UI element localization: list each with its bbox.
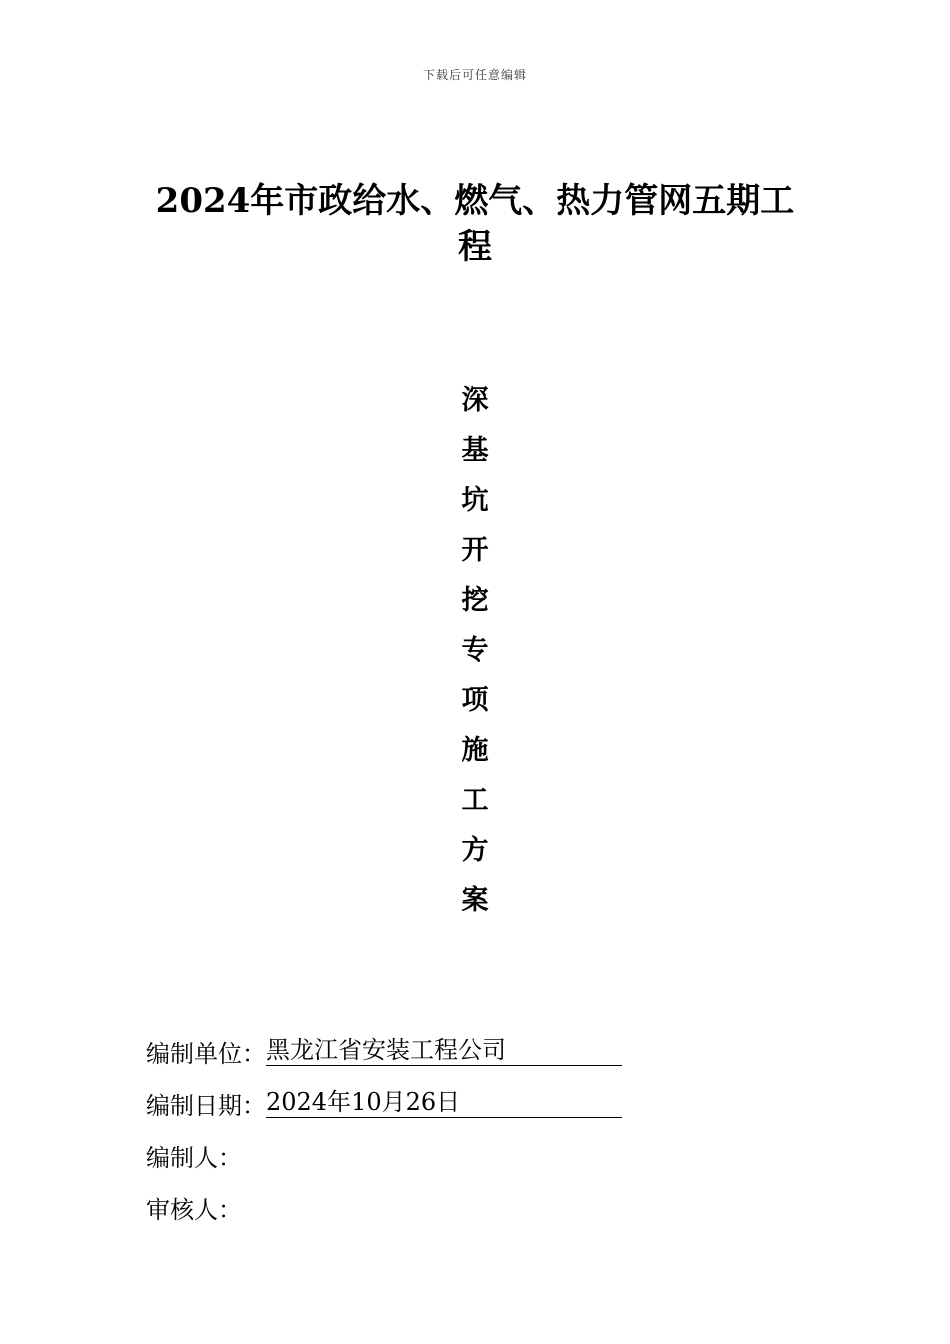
page-header-note: 下载后可任意编辑 — [422, 68, 527, 82]
subtitle-char: 案 — [461, 885, 489, 916]
subtitle-char: 专 — [461, 635, 489, 666]
unit-value: 黑龙江省安装工程公司 — [266, 1035, 622, 1066]
info-row-author — [146, 1128, 646, 1180]
document-subtitle-vertical — [445, 376, 505, 926]
subtitle-char: 深 — [461, 385, 489, 416]
subtitle-char: 坑 — [461, 485, 489, 516]
subtitle-char: 挖 — [461, 585, 489, 616]
subtitle-char: 开 — [461, 535, 489, 566]
document-info-block — [146, 1024, 646, 1232]
reviewer-label: 审核人： — [146, 1196, 242, 1224]
date-label: 编制日期： — [146, 1092, 266, 1120]
document-title: 2024年市政给水、燃气、热力管网五期工程 — [155, 181, 795, 267]
unit-label: 编制单位： — [146, 1040, 266, 1068]
subtitle-char: 方 — [461, 835, 489, 866]
subtitle-char: 工 — [461, 785, 489, 816]
subtitle-char: 项 — [461, 685, 489, 716]
date-value: 2024年10月26日 — [266, 1087, 622, 1118]
info-row-reviewer — [146, 1180, 646, 1232]
info-row-unit — [146, 1024, 646, 1076]
author-label: 编制人： — [146, 1144, 242, 1172]
info-row-date — [146, 1076, 646, 1128]
subtitle-char: 基 — [461, 435, 489, 466]
subtitle-char: 施 — [461, 735, 489, 766]
